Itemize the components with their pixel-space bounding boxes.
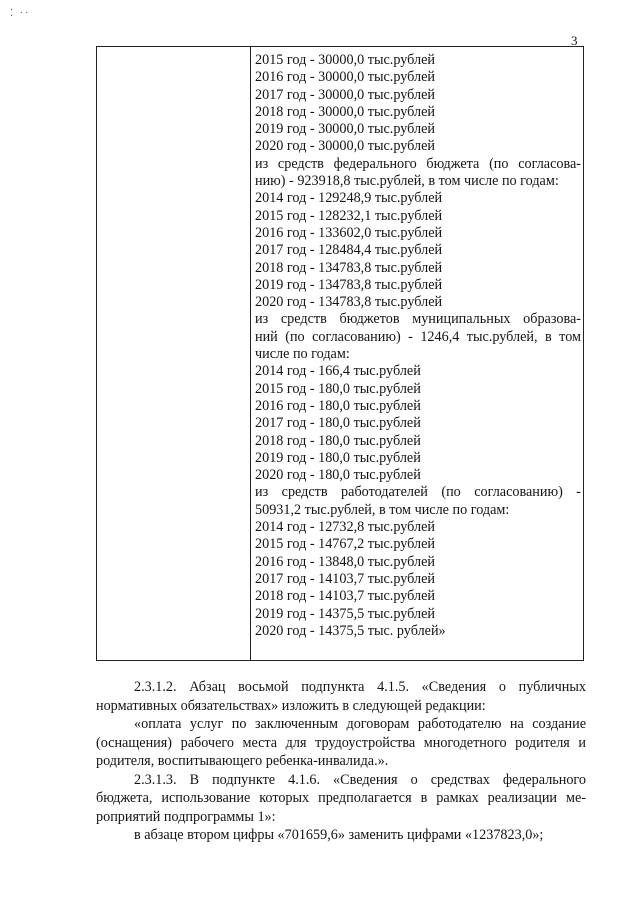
table-line: 2017 год - 14103,7 тыс.рублей xyxy=(255,570,435,587)
table-line: из средств бюджетов муниципальных образова- xyxy=(255,311,581,328)
table-line: 2015 год - 14767,2 тыс.рублей xyxy=(255,536,435,553)
paragraph-line: 2.3.1.3. В подпункте 4.1.6. «Сведения о средствах федерального xyxy=(134,771,586,788)
table-line: 2020 год - 134783,8 тыс.рублей xyxy=(255,294,443,311)
table-line: 2018 год - 14103,7 тыс.рублей xyxy=(255,588,435,605)
table-line: ний (по согласованию) - 1246,4 тыс.рублей, в том xyxy=(255,328,581,345)
table-line: 2018 год - 30000,0 тыс.рублей xyxy=(255,103,435,120)
table-line: числе по годам: xyxy=(255,346,350,363)
table-line: из средств федерального бюджета (по согласова- xyxy=(255,155,581,172)
table-line: 2019 год - 14375,5 тыс.рублей xyxy=(255,605,435,622)
paragraph-line: «оплата услуг по заключенным договорам работодателю на создание xyxy=(134,716,586,732)
table-line: 2016 год - 13848,0 тыс.рублей xyxy=(255,553,435,570)
table-line: 2020 год - 14375,5 тыс. рублей» xyxy=(255,622,446,639)
table-line: 2017 год - 30000,0 тыс.рублей xyxy=(255,86,435,103)
page-number: 3 xyxy=(571,33,578,48)
table-left-cell xyxy=(97,47,250,660)
table-line: 2020 год - 30000,0 тыс.рублей xyxy=(255,138,435,155)
table-column-divider xyxy=(250,47,251,660)
funding-table xyxy=(96,46,584,661)
table-line: 2015 год - 30000,0 тыс.рублей xyxy=(255,52,435,68)
table-line: 50931,2 тыс.рублей, в том числе по годам: xyxy=(255,501,510,518)
paragraph-line: 2.3.1.2. Абзац восьмой подпункта 4.1.5. «Сведения о публичных xyxy=(134,679,586,695)
table-line: 2016 год - 133602,0 тыс.рублей xyxy=(255,224,443,241)
table-line: нию) - 923918,8 тыс.рублей, в том числе по годам: xyxy=(255,173,559,190)
table-line: 2016 год - 180,0 тыс.рублей xyxy=(255,397,421,414)
table-line: 2019 год - 180,0 тыс.рублей xyxy=(255,449,421,466)
table-line: из средств работодателей (по согласованию) - xyxy=(255,484,581,501)
paragraph-line: в абзаце втором цифры «701659,6» заменить цифрами «1237823,0»; xyxy=(134,827,544,843)
corner-mark: ⁚ ·· xyxy=(10,8,31,19)
table-line: 2019 год - 30000,0 тыс.рублей xyxy=(255,121,435,138)
paragraph-line: родителя, воспитывающего ребенка-инвалида.». xyxy=(96,753,389,769)
table-line: 2018 год - 134783,8 тыс.рублей xyxy=(255,259,443,276)
table-line: 2014 год - 166,4 тыс.рублей xyxy=(255,363,421,380)
paragraph-line: роприятий подпрограммы 1»: xyxy=(96,808,276,825)
body-text xyxy=(96,678,586,845)
table-line: 2014 год - 12732,8 тыс.рублей xyxy=(255,519,435,536)
paragraph-line: (оснащения) рабочего места для трудоустройства многодетного родителя и xyxy=(96,734,586,751)
table-line: 2017 год - 180,0 тыс.рублей xyxy=(255,415,421,432)
table-right-cell xyxy=(255,52,581,640)
table-line: 2019 год - 134783,8 тыс.рублей xyxy=(255,276,443,293)
paragraph-line: бюджета, использование которых предполагается в рамках реализации ме- xyxy=(96,790,586,806)
table-line: 2015 год - 180,0 тыс.рублей xyxy=(255,380,421,397)
table-line: 2015 год - 128232,1 тыс.рублей xyxy=(255,207,443,224)
table-line: 2016 год - 30000,0 тыс.рублей xyxy=(255,69,435,86)
paragraph-line: нормативных обязательствах» изложить в следующей редакции: xyxy=(96,697,486,714)
table-line: 2020 год - 180,0 тыс.рублей xyxy=(255,467,421,484)
table-line: 2018 год - 180,0 тыс.рублей xyxy=(255,432,421,449)
table-line: 2017 год - 128484,4 тыс.рублей xyxy=(255,242,443,259)
table-line: 2014 год - 129248,9 тыс.рублей xyxy=(255,190,443,207)
